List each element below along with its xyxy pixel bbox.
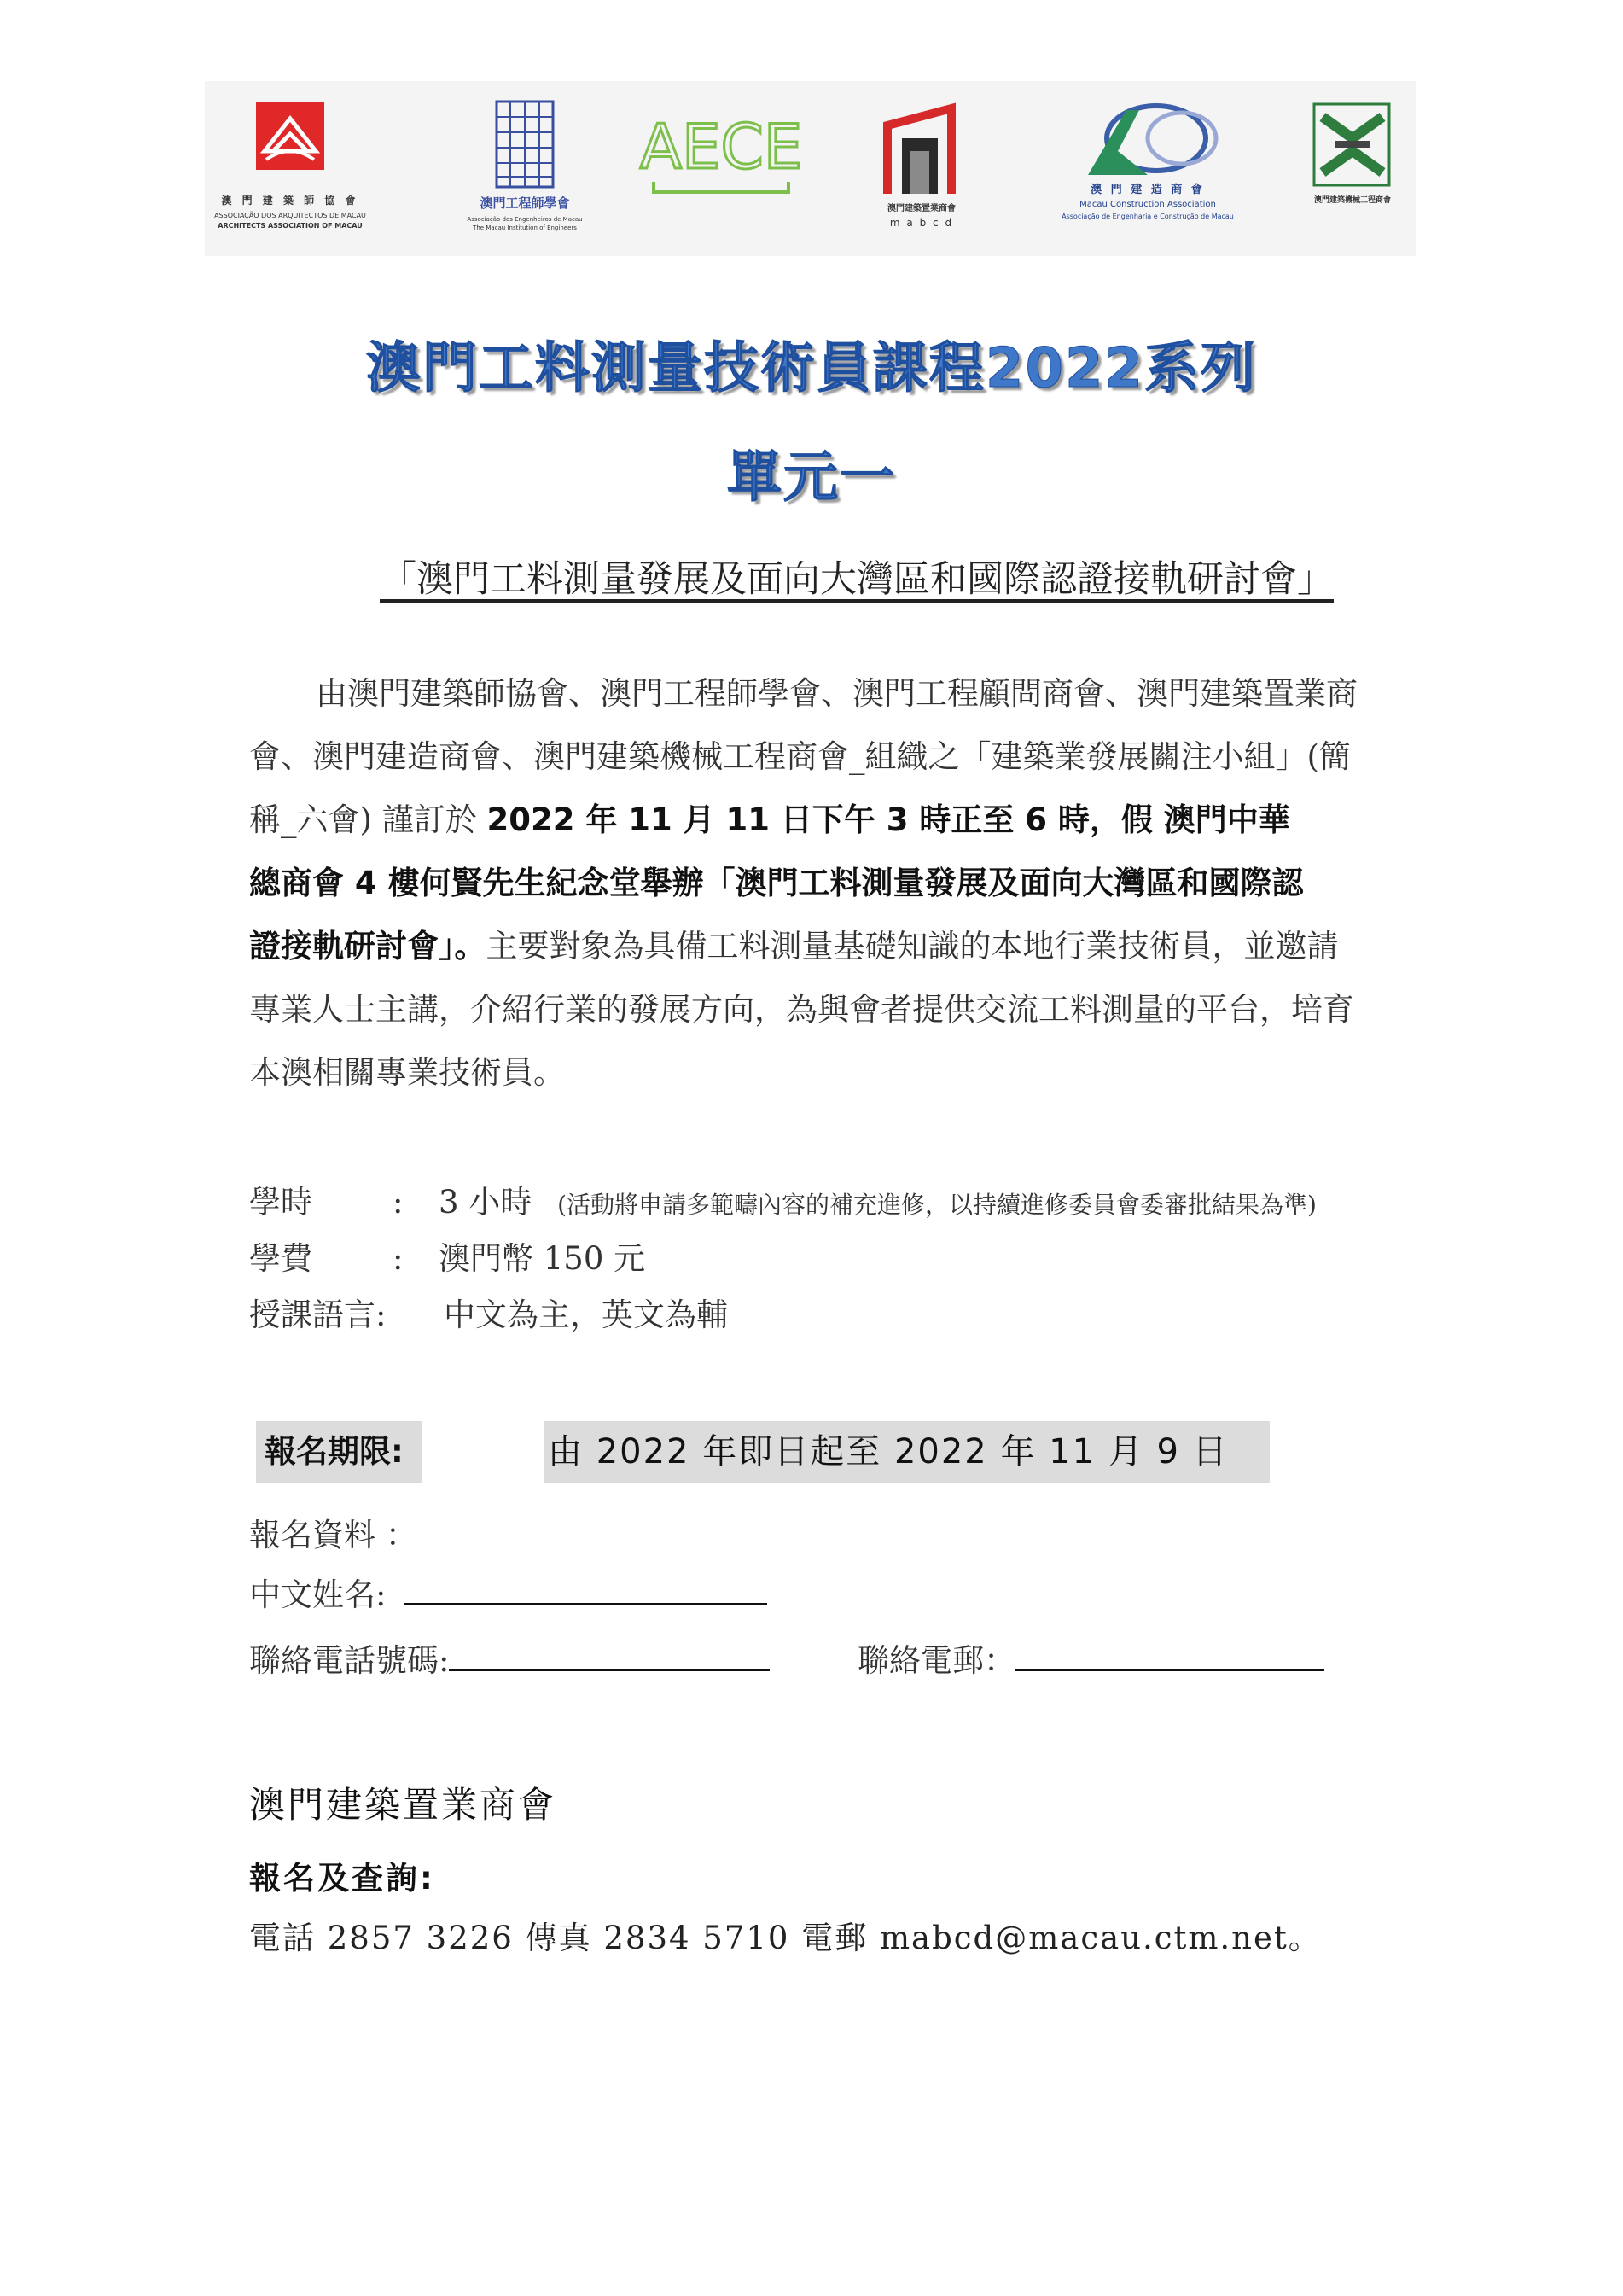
intro-venue-text: 總商會 4 樓何賢先生紀念堂舉辦「澳門工料測量發展及面向大灣區和國際認 bbox=[249, 865, 1304, 901]
logo-caption: 澳門建築機械工程商會 bbox=[1313, 196, 1391, 205]
architects-association-logo bbox=[205, 100, 375, 253]
email-label: 聯絡電郵： bbox=[858, 1642, 1015, 1679]
logo-caption: ARCHITECTS ASSOCIATION OF MACAU bbox=[218, 222, 363, 230]
email-row bbox=[858, 1635, 1324, 1681]
mabcd-logo bbox=[858, 100, 986, 253]
intro-line bbox=[249, 920, 1478, 966]
enquiry-label: 報名及查詢: bbox=[249, 1860, 435, 1897]
intro-line: 本澳相關專業技術員。 bbox=[249, 1054, 565, 1091]
language-row bbox=[249, 1289, 728, 1335]
course-title: 澳門工料測量技術員課程2022系列 bbox=[365, 337, 1258, 400]
hours-value: 3 小時 bbox=[439, 1184, 532, 1221]
aece-logo bbox=[639, 100, 803, 253]
logo-caption: ASSOCIAÇÃO DOS ARQUITECTOS DE MACAU bbox=[214, 212, 366, 219]
intro-line bbox=[249, 794, 1478, 840]
name-label: 中文姓名: bbox=[249, 1576, 387, 1613]
intro-line bbox=[249, 857, 1478, 903]
engineers-institute-logo bbox=[461, 100, 589, 253]
fee-row bbox=[249, 1232, 645, 1279]
logo-caption: 澳門工程師學會 bbox=[480, 195, 570, 211]
aece-logo-text: AECE bbox=[639, 111, 803, 183]
contact-info: 電話 2857 3226 傳真 2834 5710 電郵 mabcd@macau.ctm.net。 bbox=[249, 1920, 1322, 1956]
hours-note: (活動將申請多範疇內容的補充進修，以持續進修委員會委審批結果為準) bbox=[557, 1191, 1317, 1219]
colon: : bbox=[393, 1240, 404, 1277]
hours-row bbox=[249, 1176, 1317, 1222]
deadline-label: 報名期限: bbox=[256, 1421, 422, 1483]
logo-strip bbox=[205, 81, 1416, 256]
name-row bbox=[249, 1569, 767, 1615]
hours-label: 學時 bbox=[249, 1184, 312, 1221]
logo-caption: The Macau Institution of Engineers bbox=[473, 224, 577, 231]
registration-section-label: 報名資料 ： bbox=[249, 1517, 417, 1553]
intro-event-text: 證接軌研討會」。 bbox=[249, 928, 486, 964]
machinery-association-logo bbox=[1306, 100, 1399, 253]
logo-caption: 澳門建築置業商會 bbox=[887, 204, 956, 213]
module-title: 單元一 bbox=[727, 446, 896, 510]
fee-label: 學費 bbox=[249, 1240, 312, 1277]
organizer-name: 澳門建築置業商會 bbox=[249, 1784, 557, 1826]
intro-text: 稱_六會) 謹訂於 bbox=[249, 801, 487, 838]
intro-line: 由澳門建築師協會、澳門工程師學會、澳門工程顧問商會、澳門建築置業商 bbox=[316, 675, 1358, 712]
logo-caption: Macau Construction Association bbox=[1079, 200, 1216, 209]
phone-field[interactable] bbox=[449, 1638, 770, 1671]
logo-caption: Associação de Engenharia e Construção de Macau bbox=[1062, 213, 1234, 220]
intro-date-text: 2022 年 11 月 11 日下午 3 時正至 6 時，假 澳門中華 bbox=[486, 801, 1290, 838]
construction-association-logo bbox=[1037, 100, 1259, 253]
logo-caption: 澳 門 建 築 師 協 會 bbox=[221, 195, 359, 207]
intro-text: 主要對象為具備工料測量基礎知識的本地行業技術員，並邀請 bbox=[486, 928, 1339, 964]
logo-caption: 澳 門 建 造 商 會 bbox=[1091, 184, 1205, 196]
email-field[interactable] bbox=[1015, 1638, 1324, 1671]
logo-caption: m a b c d bbox=[889, 217, 954, 229]
fee-value: 澳門幣 150 元 bbox=[439, 1240, 646, 1277]
intro-line: 專業人士主講，介紹行業的發展方向，為與會者提供交流工料測量的平台，培育 bbox=[249, 991, 1354, 1028]
language-label: 授課語言: bbox=[249, 1297, 387, 1333]
intro-line: 會、澳門建造商會、澳門建築機械工程商會_組織之「建築業發展關注小組」(簡 bbox=[249, 738, 1351, 775]
name-field[interactable] bbox=[404, 1572, 767, 1605]
phone-label: 聯絡電話號碼: bbox=[249, 1642, 450, 1679]
colon: : bbox=[393, 1184, 404, 1221]
phone-row bbox=[249, 1635, 770, 1681]
logo-caption: Associação dos Engenheiros de Macau bbox=[467, 216, 583, 223]
language-value: 中文為主，英文為輔 bbox=[444, 1297, 728, 1333]
event-title: 「澳門工料測量發展及面向大灣區和國際認證接軌研討會」 bbox=[380, 558, 1334, 601]
deadline-value: 由 2022 年即日起至 2022 年 11 月 9 日 bbox=[544, 1421, 1270, 1483]
